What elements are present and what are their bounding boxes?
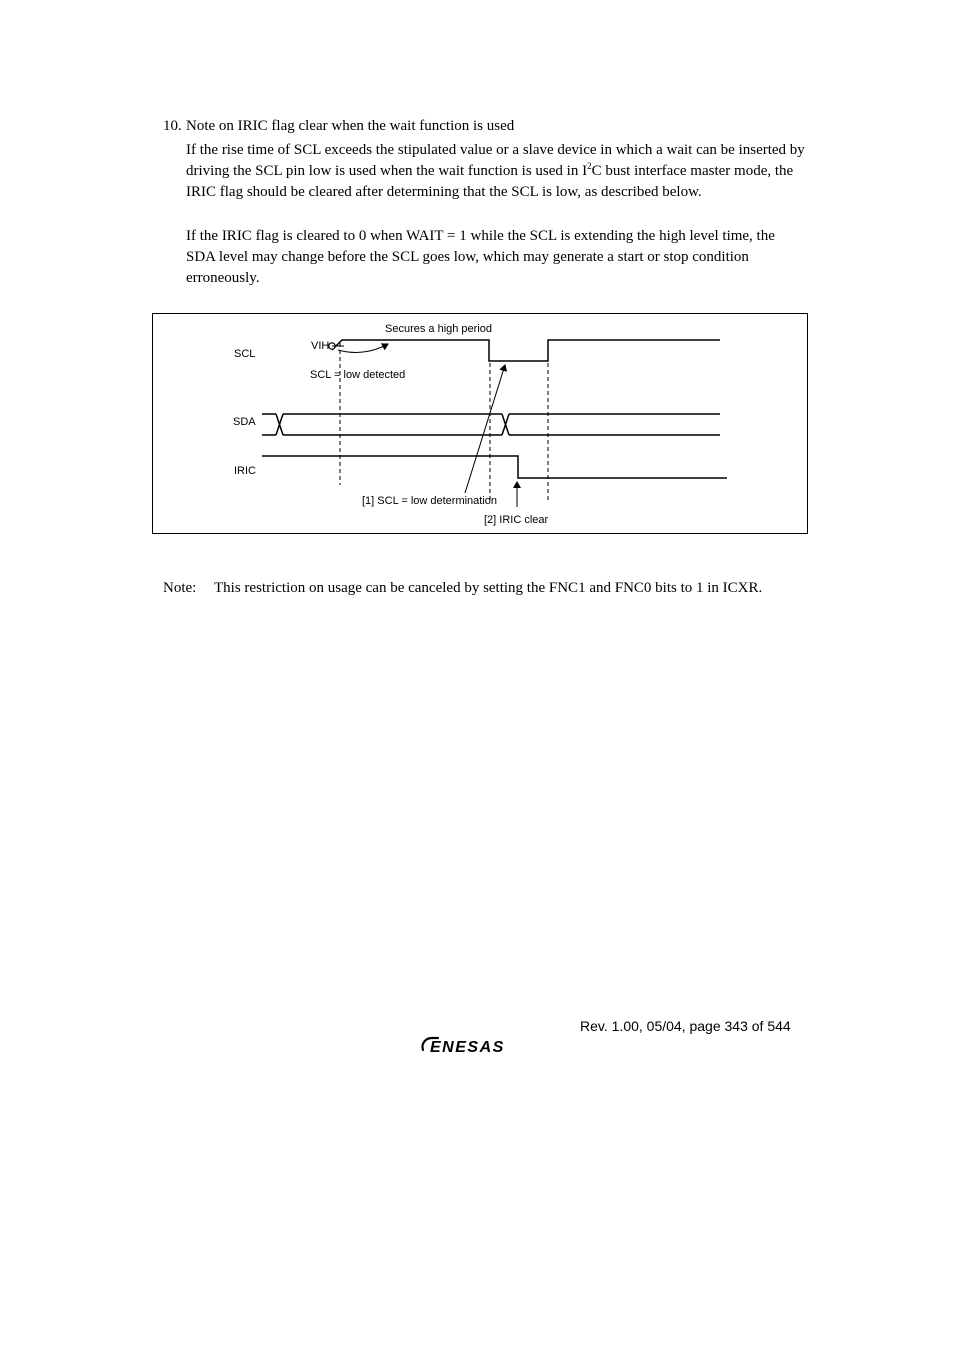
paragraph-1-start: If the rise time of SCL exceeds the stipulated value or a slave device in which a wait can be inserted by driving the SCL pin low is used when the wait function is used in I: [186, 142, 805, 179]
annotation-2-label: [2] IRIC clear: [484, 514, 549, 526]
annotation-1-arrow: [465, 365, 505, 493]
section-title: Note on IRIC flag clear when the wait function is used: [186, 118, 515, 134]
scl-waveform: [332, 340, 720, 361]
section-heading: [163, 116, 803, 137]
secures-high-arrow: [338, 344, 388, 352]
sda-signal-label: SDA: [233, 416, 256, 428]
footer-page-info: Rev. 1.00, 05/04, page 343 of 544: [580, 1018, 791, 1034]
paragraph-iric-cleared: [186, 226, 806, 289]
timing-diagram: [152, 313, 808, 534]
svg-text:ENESAS: ENESAS: [430, 1039, 505, 1056]
annotation-1-label: [1] SCL = low determination: [362, 495, 498, 507]
scl-signal-label: SCL: [234, 348, 256, 360]
paragraph-2-text: If the IRIC flag is cleared to 0 when WAIT = 1 while the SCL is extending the high level time, the SDA level may change before the SCL goes low, which may generate a start or stop condition erroneously.: [186, 228, 775, 286]
secures-high-period-label: Secures a high period: [385, 323, 493, 335]
paragraph-rise-time: [186, 140, 806, 203]
paragraph-1-end: C bust interface master mode, the IRIC flag should be cleared after determining that the SCL is low, as described below.: [186, 163, 794, 200]
note-text: This restriction on usage can be canceled by setting the FNC1 and FNC0 bits to 1 in ICXR.: [214, 580, 763, 596]
superscript-2: 2: [587, 161, 592, 171]
vih-label: VIH: [311, 340, 330, 352]
sda-waveform: [262, 414, 720, 435]
note-label: Note:: [163, 580, 197, 596]
renesas-logo: [420, 1034, 544, 1061]
iric-signal-label: IRIC: [234, 465, 256, 477]
iric-waveform: [262, 456, 727, 478]
scl-low-detected-label: SCL = low detected: [310, 369, 406, 381]
renesas-logo-mark: [420, 1034, 544, 1056]
section-number: 10.: [163, 118, 182, 134]
